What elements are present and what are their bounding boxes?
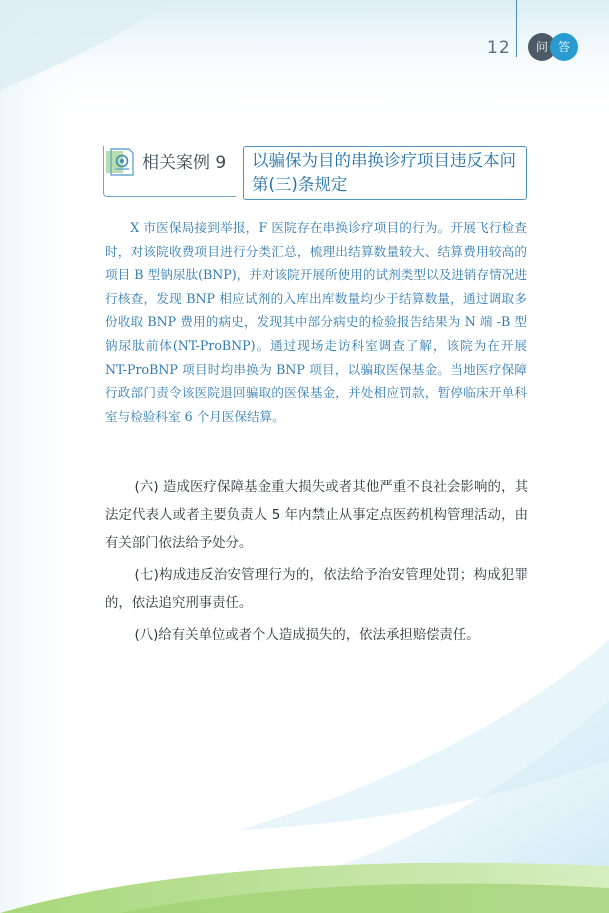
case-label: 相关案例 9 (142, 153, 227, 173)
section-badge-char-2: 答 (550, 33, 578, 61)
header-divider-line (516, 0, 517, 57)
section-badge-char-1: 问 (528, 33, 556, 61)
law-item-8: (八)给有关单位或者个人造成损失的，依法承担赔偿责任。 (134, 628, 480, 643)
page-number: 12 (487, 38, 511, 58)
law-item-6: (六) 造成医疗保障基金重大损失或者其他严重不良社会影响的，其法定代表人或者主要负责人 5 年内禁止从事定点医药机构管理活动，由有关部门依法给予处分。 (105, 480, 528, 551)
case-body-text: X 市医保局接到举报，F 医院存在串换诊疗项目的行为。开展飞行检查时，对该院收费项目进行分类汇总，梳理出结算数量较大、结算费用较高的项目 B 型钠尿肽(BNP)，并对该院开展所使用的试剂类型以及进销存情况进行核查，发现 BNP 相应试剂的入库出库数量均少于结算数量，通过调取多份收取 BNP 费用的病史，发现其中部分病史的检验报告结果为 N 端 -B 型钠尿肽前体(NT-ProBNP)。通过现场走访科室调查了解，该院为在开展 NT-ProBNP 项目时均串换为 BNP 项目，以骗取医保基金。当地医疗保障行政部门责令该医院退回骗取的医保基金，并处相应罚款，暂停临床开单科室与检验科室 6 个月医保结算。 (105, 220, 527, 424)
case-title: 以骗保为目的串换诊疗项目违反本问第(三)条规定 (252, 151, 516, 194)
law-item-7: (七)构成违反治安管理行为的，依法给予治安管理处罚；构成犯罪的，依法追究刑事责任。 (105, 568, 528, 611)
section-badge (528, 33, 580, 61)
document-shield-icon (103, 147, 139, 177)
